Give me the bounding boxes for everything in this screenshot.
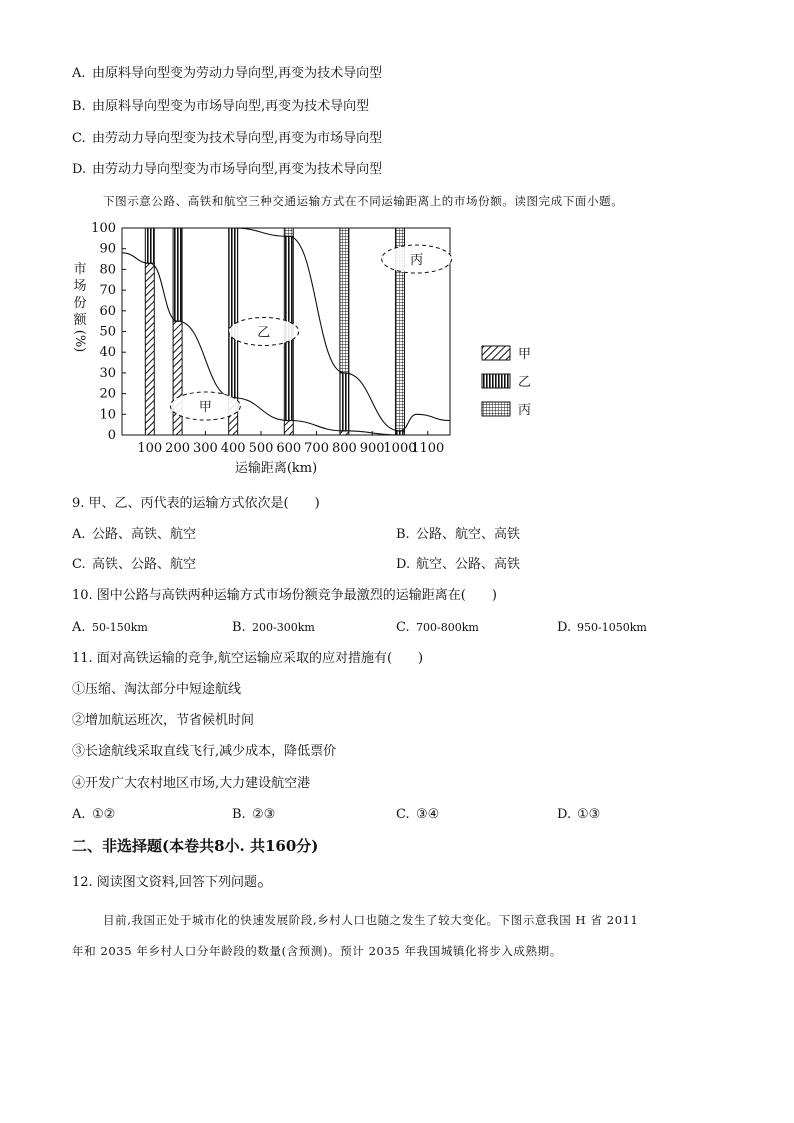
q10-option-c xyxy=(396,620,479,636)
option-text: 950-1050km xyxy=(577,621,647,634)
bar-乙-400 xyxy=(229,228,238,398)
option-text: 由劳动力导向型变为市场导向型,再变为技术导向型 xyxy=(92,162,383,177)
region-label-乙: 乙 xyxy=(257,325,271,341)
x-tick-label: 300 xyxy=(192,441,218,456)
x-tick-label: 600 xyxy=(276,441,302,456)
option-label: D. xyxy=(72,162,87,177)
q11-item-2: ②增加航运班次，节省候机时间 xyxy=(72,713,255,728)
x-tick-label: 900 xyxy=(359,441,385,456)
bar-丙-600 xyxy=(284,228,293,236)
q12-stem: 12. 阅读图文资料,回答下列问题 xyxy=(72,875,257,890)
option-label: D. xyxy=(396,557,411,572)
option-text: 高铁、公路、航空 xyxy=(92,557,197,572)
option-text: ①③ xyxy=(577,807,601,822)
y-tick-label: 100 xyxy=(91,221,116,236)
q10-stem: 10. 图中公路与高铁两种运输方式市场份额竞争最激烈的运输距离在( ) xyxy=(72,588,497,603)
legend-swatch-甲 xyxy=(482,346,510,360)
market-share-chart xyxy=(60,218,560,483)
x-tick-label: 400 xyxy=(220,441,246,456)
bar-甲-600 xyxy=(284,421,293,435)
bar-甲-100 xyxy=(145,263,154,435)
q11-stem: 11. 面对高铁运输的竞争,航空运输应采取的应对措施有( ) xyxy=(72,651,424,666)
option-label: C. xyxy=(396,620,410,635)
legend-label-甲: 甲 xyxy=(518,347,532,362)
option-label: D. xyxy=(557,620,572,635)
option-text: 700-800km xyxy=(416,621,479,634)
q8-option-c xyxy=(72,131,382,147)
option-label: B. xyxy=(232,807,246,822)
q12-stem-line xyxy=(72,870,275,891)
q10-option-a xyxy=(72,620,148,636)
legend-label-乙: 乙 xyxy=(518,375,532,390)
y-tick-label: 20 xyxy=(99,386,116,402)
y-axis-label-char: 份 xyxy=(73,296,87,311)
y-tick-label: 60 xyxy=(99,303,116,319)
y-axis-label-unit: (%) xyxy=(72,329,87,353)
bar-乙-100 xyxy=(145,228,154,263)
q9-option-c xyxy=(72,557,196,573)
option-text: ③④ xyxy=(416,807,440,822)
option-label: A. xyxy=(72,620,86,635)
bar-甲-800 xyxy=(340,431,349,435)
q12-paragraph-line-1: 目前,我国正处于城市化的快速发展阶段,乡村人口也随之发生了较大变化。下图示意我国 H 省 2011 xyxy=(103,913,639,927)
q11-option-c xyxy=(396,807,439,823)
option-text: 由劳动力导向型变为技术导向型,再变为市场导向型 xyxy=(92,131,383,146)
region-label-丙: 丙 xyxy=(410,253,424,269)
q11-item-1: ①压缩、淘汰部分中短途航线 xyxy=(72,682,242,697)
q10-option-b xyxy=(232,620,315,636)
y-tick-label: 10 xyxy=(99,407,116,423)
q12-trailing-mark: 。 xyxy=(256,870,275,891)
option-label: B. xyxy=(396,527,410,542)
x-tick-label: 1000 xyxy=(383,441,417,456)
option-text: 航空、公路、高铁 xyxy=(416,557,521,572)
option-label: D. xyxy=(557,807,572,822)
q9-option-a xyxy=(72,527,196,543)
x-tick-label: 700 xyxy=(304,441,329,456)
option-label: A. xyxy=(72,527,86,542)
legend-swatch-乙 xyxy=(482,374,510,388)
y-axis-label-char: 额 xyxy=(73,313,87,328)
figure-intro: 下图示意公路、高铁和航空三种交通运输方式在不同运输距离上的市场份额。读图完成下面小题。 xyxy=(103,194,624,208)
x-tick-label: 200 xyxy=(165,441,191,456)
q12-paragraph-line-2: 年和 2035 年乡村人口分年龄段的数量(含预测)。预计 2035 年我国城镇化将步入成熟期。 xyxy=(72,944,562,958)
region-label-甲: 甲 xyxy=(198,400,212,416)
option-text: 50-150km xyxy=(92,621,148,634)
x-axis-label: 运输距离(km) xyxy=(234,461,318,476)
q9-option-b xyxy=(396,527,520,543)
y-tick-label: 80 xyxy=(99,262,116,278)
option-label: C. xyxy=(396,807,410,822)
option-text: 公路、高铁、航空 xyxy=(92,527,197,542)
option-label: A. xyxy=(72,807,86,822)
q11-option-a xyxy=(72,807,115,823)
y-tick-label: 50 xyxy=(99,324,116,340)
x-tick-label: 800 xyxy=(331,441,357,456)
option-text: 公路、航空、高铁 xyxy=(416,527,521,542)
bar-乙-200 xyxy=(173,228,182,321)
option-text: 由原料导向型变为市场导向型,再变为技术导向型 xyxy=(92,99,370,114)
y-tick-label: 90 xyxy=(99,241,116,257)
x-tick-label: 1100 xyxy=(411,441,445,456)
y-tick-label: 30 xyxy=(99,365,116,381)
y-tick-label: 40 xyxy=(99,345,116,361)
q8-option-d xyxy=(72,162,382,178)
section-title: 二、非选择题(本卷共8小. 共160分) xyxy=(72,837,319,855)
y-axis-label-char: 场 xyxy=(73,279,87,294)
option-label: B. xyxy=(232,620,246,635)
option-label: B. xyxy=(72,99,86,114)
q8-option-b xyxy=(72,99,369,115)
option-text: 由原料导向型变为劳动力导向型,再变为技术导向型 xyxy=(92,66,383,81)
option-label: C. xyxy=(72,557,86,572)
option-text: 200-300km xyxy=(252,621,315,634)
q11-item-4: ④开发广大农村地区市场,大力建设航空港 xyxy=(72,776,311,791)
q11-option-b xyxy=(232,807,275,823)
x-tick-label: 500 xyxy=(248,441,274,456)
bar-乙-1000 xyxy=(395,431,404,435)
q10-option-d xyxy=(557,620,647,636)
y-tick-label: 70 xyxy=(99,283,116,299)
option-text: ②③ xyxy=(252,807,276,822)
legend-swatch-丙 xyxy=(482,402,510,416)
q11-option-d xyxy=(557,807,600,823)
y-tick-label: 0 xyxy=(107,428,116,443)
bar-丙-800 xyxy=(340,228,349,373)
option-label: C. xyxy=(72,131,86,146)
q9-option-d xyxy=(396,557,520,573)
q8-option-a xyxy=(72,66,382,82)
bar-甲-200 xyxy=(173,321,182,435)
q11-item-3: ③长途航线采取直线飞行,减少成本，降低票价 xyxy=(72,744,337,759)
y-axis-label-char: 市 xyxy=(73,262,87,277)
x-tick-label: 100 xyxy=(137,441,163,456)
option-label: A. xyxy=(72,66,86,81)
legend-label-丙: 丙 xyxy=(518,403,532,418)
q9-stem: 9. 甲、乙、丙代表的运输方式依次是( ) xyxy=(72,496,320,511)
bar-乙-800 xyxy=(340,373,349,431)
option-text: ①② xyxy=(92,807,116,822)
